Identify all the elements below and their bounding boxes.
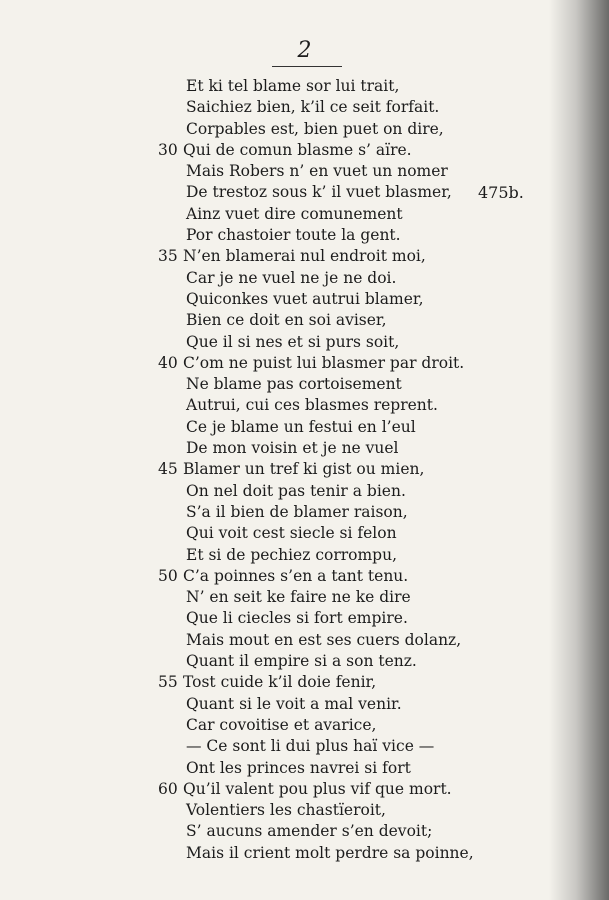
verse-line bbox=[0, 758, 609, 779]
verse-line bbox=[0, 97, 609, 118]
verse-text: Quiconkes vuet autrui blamer, bbox=[186, 289, 424, 308]
verse-text: Saichiez bien, k’il ce seit forfait. bbox=[186, 98, 440, 117]
verse-text: — Ce sont li dui plus haï vice — bbox=[186, 737, 435, 756]
verse-text: De mon voisin et je ne vuel bbox=[186, 439, 399, 458]
verse-text: Bien ce doit en soi aviser, bbox=[186, 311, 387, 330]
verse-text: C’a poinnes s’en a tant tenu. bbox=[183, 566, 409, 585]
verse-text: Qu’il valent pou plus vif que mort. bbox=[183, 779, 452, 798]
verse-text: Et ki tel blame sor lui trait, bbox=[186, 77, 400, 95]
verse-number: 45 bbox=[158, 460, 178, 479]
verse-line bbox=[0, 672, 609, 693]
page-number: 2 bbox=[297, 38, 312, 63]
verse-text: Quant si le voit a mal venir. bbox=[186, 694, 402, 713]
verse-line bbox=[0, 459, 609, 480]
verse-text: Mais Robers n’ en vuet un nomer bbox=[186, 162, 448, 181]
verse-text: Tost cuide k’il doie fenir, bbox=[183, 673, 377, 692]
verse-text: Quant il empire si a son tenz. bbox=[186, 652, 417, 671]
verse-text: N’en blamerai nul endroit moi, bbox=[183, 247, 426, 266]
margin-note: 475b. bbox=[478, 183, 524, 203]
verse-line bbox=[0, 289, 609, 310]
verse-line bbox=[0, 608, 609, 629]
verse-line bbox=[0, 76, 609, 97]
verse-text: Et si de pechiez corrompu, bbox=[186, 545, 398, 564]
verse-line bbox=[0, 225, 609, 246]
verse-line bbox=[0, 161, 609, 182]
verse-line bbox=[0, 182, 609, 203]
verse-text: Ainz vuet dire comunement bbox=[186, 204, 403, 223]
verse-line bbox=[0, 332, 609, 353]
verse-text: C’om ne puist lui blasmer par droit. bbox=[183, 353, 465, 372]
verse-line bbox=[0, 587, 609, 608]
verse-text: Qui de comun blasme s’ aïre. bbox=[183, 140, 412, 159]
verse-line bbox=[0, 630, 609, 651]
verse-line bbox=[0, 779, 609, 800]
verse-number: 30 bbox=[158, 140, 178, 159]
verse-text: Car je ne vuel ne je ne doi. bbox=[186, 268, 397, 287]
verse-line bbox=[0, 353, 609, 374]
verse-line bbox=[0, 736, 609, 757]
verse-line bbox=[0, 268, 609, 289]
verse-text: On nel doit pas tenir a bien. bbox=[186, 481, 406, 500]
verse-text: Blamer un tref ki gist ou mien, bbox=[183, 460, 425, 479]
verse-number: 60 bbox=[158, 779, 178, 798]
page-number-rule bbox=[272, 66, 342, 67]
verse-line bbox=[0, 715, 609, 736]
verse-text: Qui voit cest siecle si felon bbox=[186, 524, 397, 543]
verse-list bbox=[0, 76, 609, 864]
verse-line bbox=[0, 310, 609, 331]
verse-text: Ont les princes navrei si fort bbox=[186, 758, 411, 777]
verse-line bbox=[0, 481, 609, 502]
verse-text: Corpables est, bien puet on dire, bbox=[186, 119, 444, 138]
verse-line bbox=[0, 395, 609, 416]
verse-text: N’ en seit ke faire ne ke dire bbox=[186, 588, 411, 607]
verse-line bbox=[0, 140, 609, 161]
verse-text: De trestoz sous k’ il vuet blasmer, bbox=[186, 183, 452, 202]
verse-line bbox=[0, 438, 609, 459]
verse-line bbox=[0, 545, 609, 566]
verse-line bbox=[0, 502, 609, 523]
verse-line bbox=[0, 821, 609, 842]
verse-number: 55 bbox=[158, 673, 178, 692]
verse-number: 50 bbox=[158, 566, 178, 585]
verse-line bbox=[0, 119, 609, 140]
verse-number: 35 bbox=[158, 247, 178, 266]
verse-text: Car covoitise et avarice, bbox=[186, 715, 377, 734]
verse-text: Mais mout en est ses cuers dolanz, bbox=[186, 630, 462, 649]
verse-line bbox=[0, 374, 609, 395]
verse-text: Ce je blame un festui en l’eul bbox=[186, 417, 416, 436]
verse-line bbox=[0, 523, 609, 544]
verse-text: Volentiers les chastïeroit, bbox=[186, 801, 386, 820]
verse-text: Mais il crient molt perdre sa poinne, bbox=[186, 843, 474, 862]
verse-line bbox=[0, 204, 609, 225]
verse-text: S’a il bien de blamer raison, bbox=[186, 502, 408, 521]
verse-text: Por chastoier toute la gent. bbox=[186, 226, 401, 245]
verse-line bbox=[0, 843, 609, 864]
verse-line bbox=[0, 566, 609, 587]
verse-text: Que li ciecles si fort empire. bbox=[186, 609, 408, 628]
verse-line bbox=[0, 694, 609, 715]
verse-line bbox=[0, 651, 609, 672]
verse-text: S’ aucuns amender s’en devoit; bbox=[186, 822, 433, 841]
verse-text: Autrui, cui ces blasmes reprent. bbox=[186, 396, 438, 415]
verse-line bbox=[0, 417, 609, 438]
verse-number: 40 bbox=[158, 353, 178, 372]
verse-line bbox=[0, 800, 609, 821]
verse-text: Que il si nes et si purs soit, bbox=[186, 332, 400, 351]
verse-text: Ne blame pas cortoisement bbox=[186, 375, 402, 394]
verse-line bbox=[0, 246, 609, 267]
